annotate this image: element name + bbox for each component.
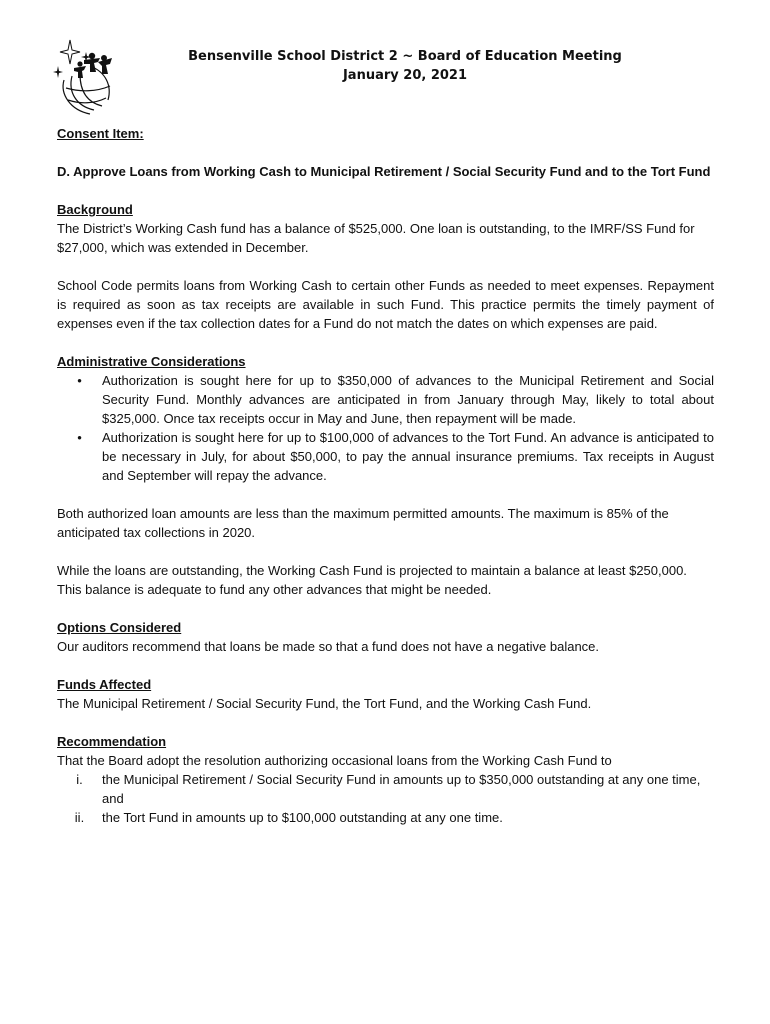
item-title: D. Approve Loans from Working Cash to Municipal Retirement / Social Security Fund and to the Tort Fund <box>57 164 711 179</box>
consent-item-label: Consent Item: <box>57 126 144 141</box>
options-heading: Options Considered <box>57 620 182 635</box>
list-item <box>57 770 714 808</box>
list-text: the Tort Fund in amounts up to $100,000 outstanding at any one time. <box>102 810 503 825</box>
list-item <box>57 808 714 827</box>
document-body <box>57 124 714 827</box>
list-item <box>57 428 714 485</box>
district-logo <box>50 36 116 118</box>
list-text: the Municipal Retirement / Social Security Fund in amounts up to $350,000 outstanding at any one time, and <box>102 772 701 806</box>
meeting-date: January 20, 2021 <box>342 68 468 83</box>
options-text: Our auditors recommend that loans be made so that a fund does not have a negative balance. <box>57 639 600 654</box>
recommendation-heading: Recommendation <box>57 734 167 749</box>
background-heading: Background <box>57 202 133 217</box>
admin-paragraph-1: Both authorized loan amounts are less than the maximum permitted amounts. The maximum is 85% of the anticipated tax collections in 2020. <box>57 506 669 540</box>
admin-paragraph-2: While the loans are outstanding, the Working Cash Fund is projected to maintain a balance at least $250,000. This balance is adequate to fund any other advances that might be needed. <box>57 563 687 597</box>
list-marker: ii. <box>74 810 85 825</box>
bullet-text: Authorization is sought here for up to $350,000 of advances to the Municipal Retirement and Social Security Fund. Monthly advances are anticipated in from January through May, likely to total about $325,000. Once tax receipts occur in May and June, then repayment will be made. <box>102 373 714 426</box>
admin-considerations-heading: Administrative Considerations <box>57 354 246 369</box>
background-paragraph-2: School Code permits loans from Working Cash to certain other Funds as needed to meet expenses. Repayment is required as soon as tax receipts are available in such Fund. This practice permits the timely payment of expenses even if the tax collection dates for a Fund do not match the dates on which expenses are paid. <box>57 278 714 331</box>
document-header <box>120 47 690 85</box>
list-marker: i. <box>76 772 83 787</box>
bullet-text: Authorization is sought here for up to $100,000 of advances to the Tort Fund. An advance is anticipated to be necessary in July, for about $50,000, to pay the annual insurance premiums. Tax receipts in August and September will repay the advance. <box>102 430 714 483</box>
list-item <box>57 371 714 428</box>
funds-text: The Municipal Retirement / Social Security Fund, the Tort Fund, and the Working Cash Fund. <box>57 696 592 711</box>
background-paragraph-1: The District’s Working Cash fund has a balance of $525,000. One loan is outstanding, to the IMRF/SS Fund for $27,000, which was extended in December. <box>57 221 695 255</box>
bullet-marker: • <box>77 373 82 388</box>
recommendation-intro: That the Board adopt the resolution authorizing occasional loans from the Working Cash Fund to <box>57 753 612 768</box>
bullet-marker: • <box>77 430 82 445</box>
funds-heading: Funds Affected <box>57 677 152 692</box>
meeting-title: Bensenville School District 2 ~ Board of Education Meeting <box>188 49 622 64</box>
